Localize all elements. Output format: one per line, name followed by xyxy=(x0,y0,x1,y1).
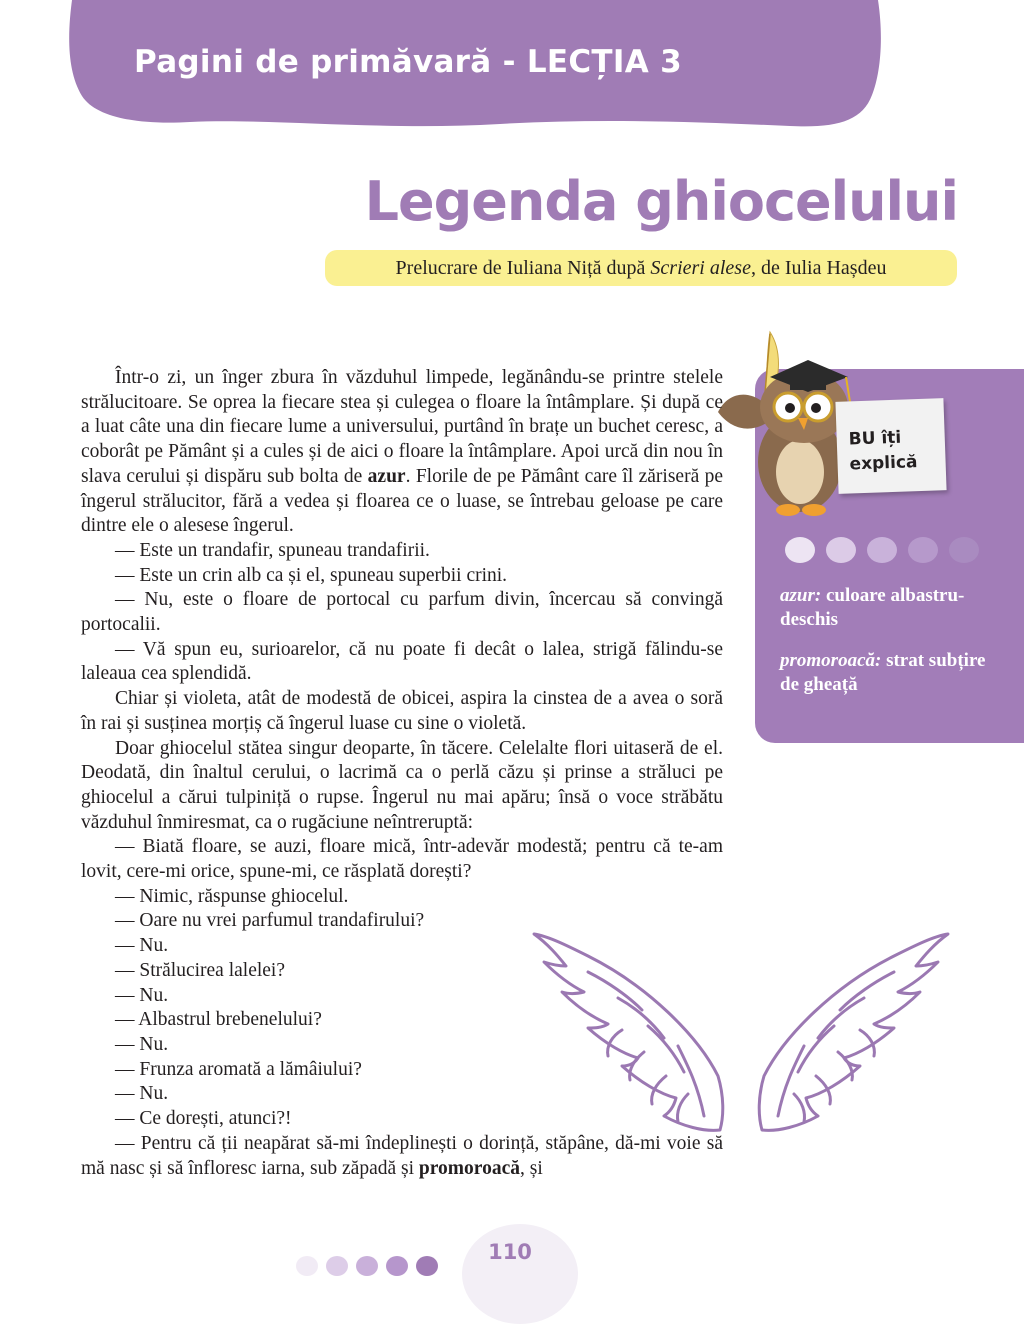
dialogue-line: — Biată floare, se auzi, floare mică, într-adevăr modestă; pentru că te-am lovit, cere-mi orice, spune-mi, ce răsplată dorești? xyxy=(81,836,723,883)
dot-icon xyxy=(908,537,938,563)
glossary-entry xyxy=(780,584,1000,632)
glossary-definition: strat subțire de gheață xyxy=(780,650,986,695)
dot-icon xyxy=(296,1256,318,1276)
dot-icon xyxy=(949,537,979,563)
credit-book-title: Scrieri alese xyxy=(650,257,751,279)
author-credit xyxy=(325,250,957,286)
glossary xyxy=(780,584,1000,714)
dialogue-line: — Frunza aromată a lămâiului? xyxy=(115,1058,362,1080)
text-span: Într-o zi, un înger zbura în văzduhul limpede, legănându-se printre stelele strălucitoare. Se oprea la fiecare stea și culegea o floare la întâmplare. Și după ce a luat câte una din fiecare lume a universului, purtând în brațe un buchet ceresc, a coborât pe Pământ și a cules și de aici o floare la întâmplare. Apoi urcă din nou în slava cerului și dispăru sub bolta de xyxy=(81,367,723,487)
dialogue-line: — Nimic, răspunse ghiocelul. xyxy=(115,885,349,907)
text-span: — Pentru că ții neapărat să-mi îndeplinești o dorință, stăpâne, dă-mi voie să mă nasc și să înfloresc iarna, sub zăpadă și xyxy=(81,1132,723,1179)
page-title: Legenda ghiocelului xyxy=(364,170,958,233)
dot-icon xyxy=(785,537,815,563)
text-span: , și xyxy=(520,1157,543,1179)
glossary-word-azur: azur xyxy=(367,465,406,487)
dialogue-line: — Nu, este o floare de portocal cu parfum divin, încercau să convingă portocalii. xyxy=(81,589,723,636)
bu-explains-badge xyxy=(835,398,946,494)
dialogue-line: — Nu. xyxy=(115,1033,169,1055)
glossary-term: azur: xyxy=(780,585,822,606)
story-paragraph: Chiar și violeta, atât de modestă de obicei, aspira la cinstea de a avea o soră în rai și susținea morțiș că îngerul luase cu sine o violetă. xyxy=(81,688,723,734)
text-span: . Florile de pe Pământ care îl zăriseră pe îngerul strălucitor, fără a vedea și floarea ce o luase, se întrebau geloase pe care dintre ele o alesese îngerul. xyxy=(81,465,723,537)
dialogue-line: — Este un crin alb ca și el, spuneau superbii crini. xyxy=(115,564,508,586)
angel-wings-icon xyxy=(528,926,954,1150)
story-paragraph: Doar ghiocelul stătea singur deoparte, în tăcere. Celelalte flori uitaseră de el. Deodată, din înaltul cerului, o lacrimă ca o perlă căzu și prinse a străluci pe ghiocelul a cărui tulpiniță o rupse. Îngerul nu mai apăru; însă o voce străbătu văzduhul înmiresmat, ca o rugăciune neîntreruptă: xyxy=(81,737,723,833)
dialogue-line: — Vă spun eu, surioarelor, că nu poate fi decât o lalea, strigă fălindu-se laleaua cea splendidă. xyxy=(81,638,723,685)
dialogue-line: — Ce dorești, atunci?! xyxy=(115,1108,292,1130)
dot-icon xyxy=(326,1256,348,1276)
glossary-entry xyxy=(780,649,1000,697)
dialogue-line: — Strălucirea lalelei? xyxy=(115,959,285,981)
badge-line-1: BU îți xyxy=(848,427,902,450)
glossary-definition: culoare albastru-deschis xyxy=(780,585,965,630)
page-number-bubble xyxy=(462,1224,578,1324)
dialogue-line: — Nu. xyxy=(115,984,169,1006)
credit-prefix: Prelucrare de Iuliana Niță după xyxy=(395,257,651,279)
dialogue-line: — Nu. xyxy=(115,935,169,957)
dot-icon xyxy=(826,537,856,563)
dot-icon xyxy=(416,1256,438,1276)
dialogue-line: — Oare nu vrei parfumul trandafirului? xyxy=(115,910,425,932)
badge-line-2: explică xyxy=(849,452,918,475)
page-number: 110 xyxy=(488,1240,532,1264)
dialogue-line: — Nu. xyxy=(115,1083,169,1105)
dialogue-line: — Albastrul brebenelului? xyxy=(115,1009,322,1031)
glossary-term: promoroacă: xyxy=(780,650,882,671)
dot-icon xyxy=(867,537,897,563)
glossary-word-promoroaca: promoroacă xyxy=(418,1157,520,1179)
dialogue-line: — Este un trandafir, spuneau trandafirii. xyxy=(115,539,430,561)
story-paragraph xyxy=(81,366,723,539)
header-banner xyxy=(0,0,1024,160)
credit-suffix: , de Iulia Hașdeu xyxy=(750,257,887,279)
dot-icon xyxy=(356,1256,378,1276)
lesson-header-title: Pagini de primăvară - LECȚIA 3 xyxy=(134,44,682,80)
dot-icon xyxy=(386,1256,408,1276)
